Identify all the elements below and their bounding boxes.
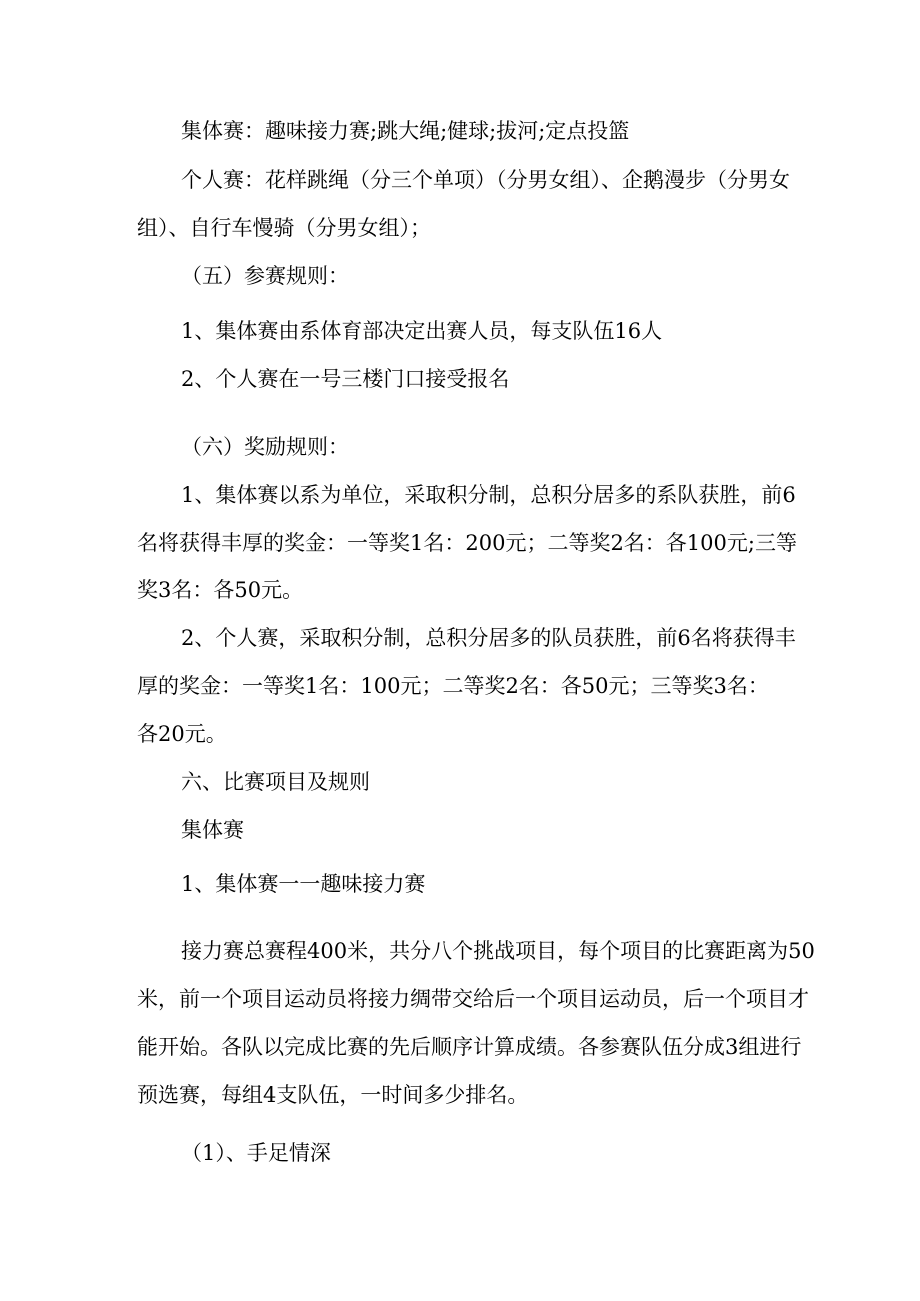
relay-subsection-heading: （1）、手足情深 [181, 1141, 331, 1165]
competition-section-heading: 六、比赛项目及规则 [181, 770, 370, 794]
award-item-2-line-1: 2、个人赛，采取积分制，总积分居多的队员获胜，前6名将获得丰 [181, 626, 796, 650]
team-competition-label: 集体赛 [181, 818, 244, 842]
relay-description-line-1: 接力赛总赛程400米，共分八个挑战项目，每个项目的比赛距离为50 [181, 939, 815, 963]
award-item-2-line-2: 厚的奖金：一等奖1名：100元；二等奖2名：各50元；三等奖3名： [137, 674, 769, 698]
section-five-heading: （五）参赛规则： [181, 264, 349, 288]
rule-item-1: 1、集体赛由系体育部决定出赛人员，每支队伍16人 [181, 319, 663, 343]
rule-item-2: 2、个人赛在一号三楼门口接受报名 [181, 367, 510, 391]
relay-description-line-4: 预选赛，每组4支队伍，一时间多少排名。 [137, 1083, 529, 1107]
section-six-heading: （六）奖励规则： [181, 435, 349, 459]
team-events-list: 集体赛：趣味接力赛;跳大绳;健球;拔河;定点投篮 [181, 119, 630, 143]
relay-description-line-3: 能开始。各队以完成比赛的先后顺序计算成绩。各参赛队伍分成3组进行 [137, 1035, 802, 1059]
individual-events-line-2: 组）、自行车慢骑（分男女组）； [137, 216, 431, 240]
relay-event-heading: 1、集体赛一一趣味接力赛 [181, 872, 426, 896]
award-item-1-line-1: 1、集体赛以系为单位，采取积分制，总积分居多的系队获胜，前6 [181, 483, 796, 507]
award-item-1-line-2: 名将获得丰厚的奖金：一等奖1名：200元；二等奖2名：各100元;三等 [137, 531, 797, 555]
award-item-2-line-3: 各20元。 [137, 722, 227, 746]
individual-events-line-1: 个人赛：花样跳绳（分三个单项）（分男女组）、企鹅漫步（分男女 [181, 168, 790, 192]
award-item-1-line-3: 奖3名：各50元。 [137, 578, 304, 602]
relay-description-line-2: 米，前一个项目运动员将接力绸带交给后一个项目运动员，后一个项目才 [137, 987, 809, 1011]
